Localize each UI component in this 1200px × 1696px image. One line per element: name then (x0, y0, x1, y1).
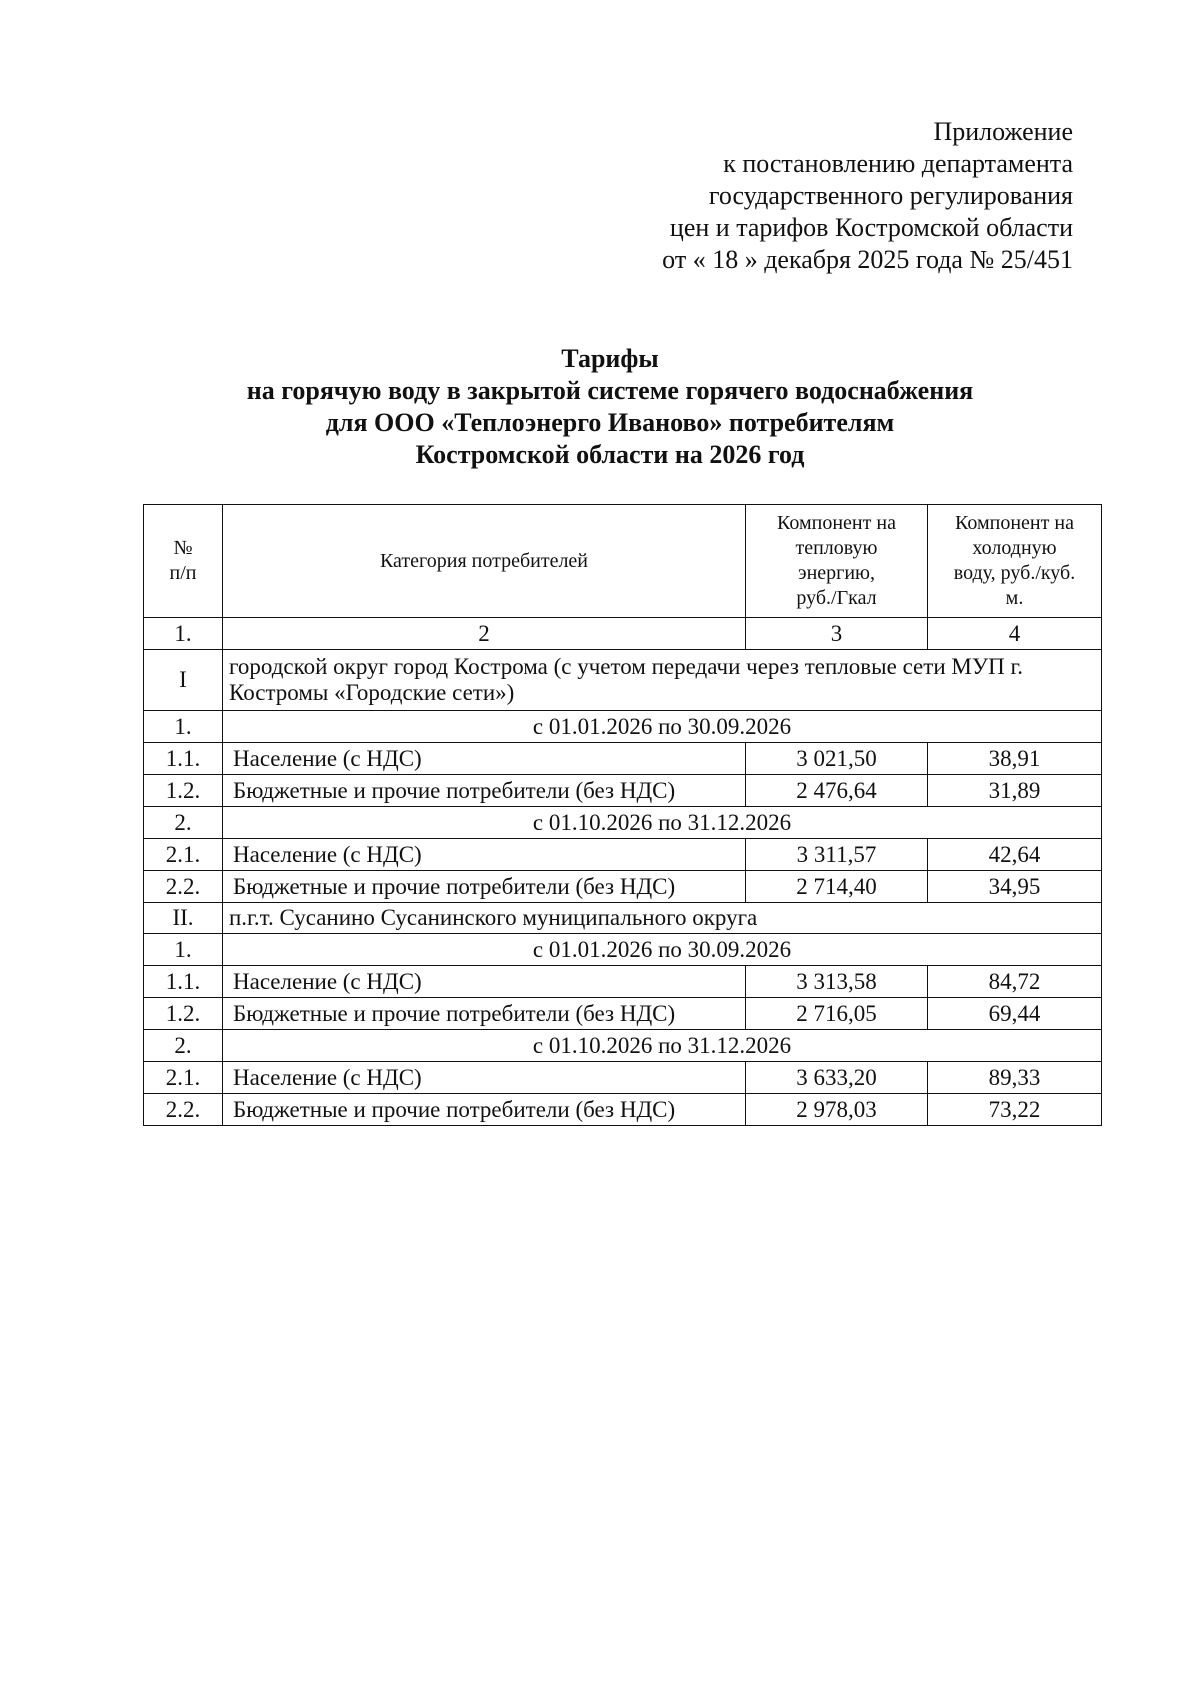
row-category: Население (с НДС) (223, 1062, 746, 1094)
appendix-line: к постановлению департамента (723, 149, 1073, 178)
header-water-line: холодную (972, 537, 1057, 559)
region-number: II. (144, 903, 223, 934)
header-water-line: воду, руб./куб. (953, 562, 1076, 584)
region-row (144, 903, 1102, 934)
row-number: 2.2. (144, 871, 223, 903)
row-water-value: 69,44 (928, 998, 1102, 1030)
header-water-line: Компонент на (955, 512, 1074, 534)
row-heat-value: 2 476,64 (746, 775, 928, 807)
row-number: 1.2. (144, 775, 223, 807)
period-range: с 01.01.2026 по 30.09.2026 (223, 934, 1102, 966)
row-category: Население (с НДС) (223, 966, 746, 998)
table-row (144, 966, 1102, 998)
table-row (144, 839, 1102, 871)
row-number: 2.2. (144, 1094, 223, 1126)
appendix-block (662, 116, 1073, 276)
row-heat-value: 2 978,03 (746, 1094, 928, 1126)
header-num (144, 505, 223, 618)
row-heat-value: 2 716,05 (746, 998, 928, 1030)
row-water-value: 73,22 (928, 1094, 1102, 1126)
row-category: Бюджетные и прочие потребители (без НДС) (223, 1094, 746, 1126)
row-category: Бюджетные и прочие потребители (без НДС) (223, 998, 746, 1030)
row-water-value: 84,72 (928, 966, 1102, 998)
appendix-line: цен и тарифов Костромской области (669, 213, 1073, 242)
period-range: с 01.01.2026 по 30.09.2026 (223, 711, 1102, 743)
header-heat-line: руб./Гкал (796, 587, 877, 609)
header-num-line: п/п (169, 562, 197, 584)
row-heat-value: 3 021,50 (746, 743, 928, 775)
table-header-row (144, 505, 1102, 618)
row-heat-value: 3 313,58 (746, 966, 928, 998)
period-row (144, 807, 1102, 839)
table-row (144, 743, 1102, 775)
period-row (144, 711, 1102, 743)
column-number: 1. (144, 618, 223, 650)
row-number: 1.1. (144, 743, 223, 775)
row-category: Бюджетные и прочие потребители (без НДС) (223, 871, 746, 903)
row-heat-value: 3 311,57 (746, 839, 928, 871)
region-name: п.г.т. Сусанино Сусанинского муниципального округа (223, 903, 1102, 934)
header-water (928, 505, 1102, 618)
column-number: 2 (223, 618, 746, 650)
row-category: Бюджетные и прочие потребители (без НДС) (223, 775, 746, 807)
table-row (144, 775, 1102, 807)
tariffs-table (143, 504, 1102, 1126)
table-row (144, 871, 1102, 903)
row-heat-value: 3 633,20 (746, 1062, 928, 1094)
row-water-value: 38,91 (928, 743, 1102, 775)
row-category: Население (с НДС) (223, 839, 746, 871)
header-heat-line: тепловую (795, 537, 878, 559)
title-line: для ООО «Теплоэнерго Иваново» потребителям (325, 408, 895, 437)
header-heat (746, 505, 928, 618)
period-number: 2. (144, 1030, 223, 1062)
title-line: на горячую воду в закрытой системе горячего водоснабжения (246, 376, 974, 405)
title-line: Тарифы (561, 344, 659, 373)
appendix-line: государственного регулирования (708, 181, 1073, 210)
period-row (144, 1030, 1102, 1062)
row-number: 2.1. (144, 839, 223, 871)
appendix-line: от « 18 » декабря 2025 года № 25/451 (662, 245, 1073, 274)
region-name: городской округ город Кострома (с учетом передачи через тепловые сети МУП г. Костромы «Городские сети») (223, 650, 1102, 711)
header-water-line: м. (1005, 587, 1024, 609)
header-num-line: № (173, 537, 193, 559)
period-range: с 01.10.2026 по 31.12.2026 (223, 1030, 1102, 1062)
row-water-value: 89,33 (928, 1062, 1102, 1094)
row-water-value: 42,64 (928, 839, 1102, 871)
period-number: 2. (144, 807, 223, 839)
table-row (144, 1062, 1102, 1094)
column-number-row (144, 618, 1102, 650)
row-heat-value: 2 714,40 (746, 871, 928, 903)
row-water-value: 34,95 (928, 871, 1102, 903)
title-line: Костромской области на 2026 год (415, 440, 805, 469)
row-water-value: 31,89 (928, 775, 1102, 807)
column-number: 4 (928, 618, 1102, 650)
document-title (140, 343, 1080, 471)
region-row (144, 650, 1102, 711)
region-number: I (144, 650, 223, 711)
period-number: 1. (144, 934, 223, 966)
row-number: 1.1. (144, 966, 223, 998)
header-category: Категория потребителей (223, 505, 746, 618)
row-number: 2.1. (144, 1062, 223, 1094)
table-row (144, 998, 1102, 1030)
header-heat-line: Компонент на (777, 512, 896, 534)
column-number: 3 (746, 618, 928, 650)
row-number: 1.2. (144, 998, 223, 1030)
row-category: Население (с НДС) (223, 743, 746, 775)
period-range: с 01.10.2026 по 31.12.2026 (223, 807, 1102, 839)
period-number: 1. (144, 711, 223, 743)
table-row (144, 1094, 1102, 1126)
appendix-line: Приложение (933, 117, 1073, 146)
period-row (144, 934, 1102, 966)
header-heat-line: энергию, (797, 562, 875, 584)
